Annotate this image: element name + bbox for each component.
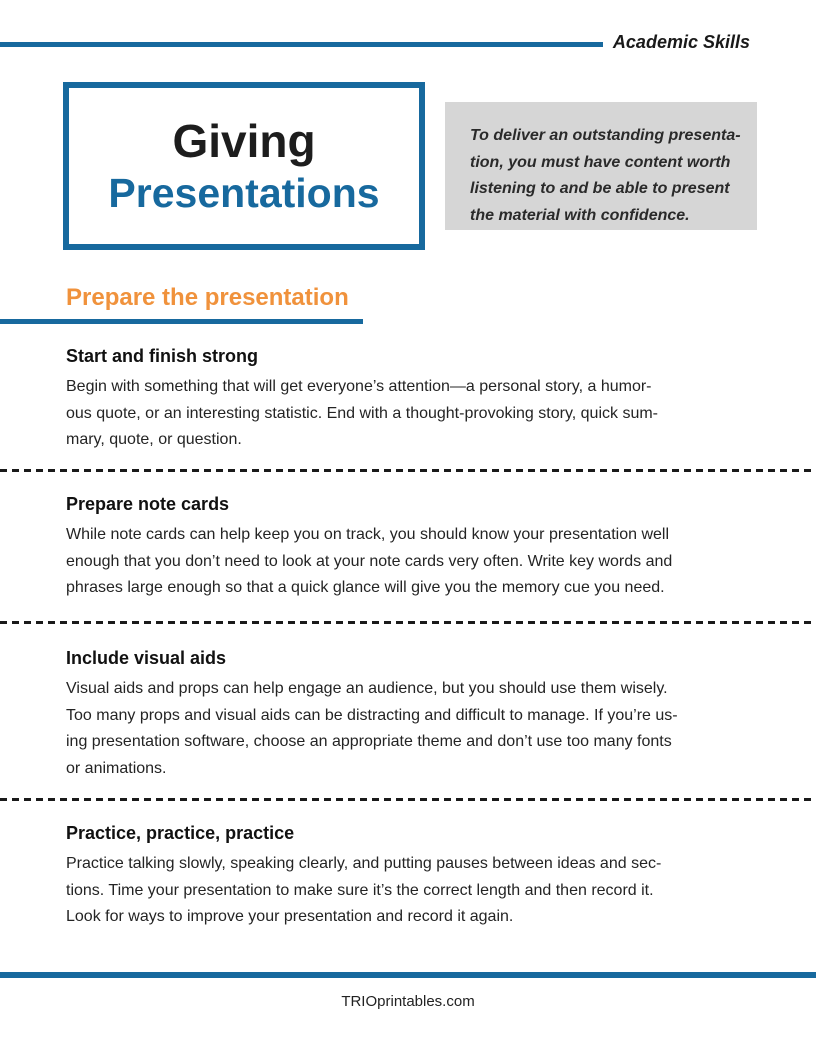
body-line: While note cards can help keep you on track, you should know your presentation well: [66, 526, 670, 543]
title-card: [63, 82, 425, 250]
body-line: Look for ways to improve your presentation and record it again.: [66, 908, 514, 925]
body-line: tions. Time your presentation to make sure it’s the correct length and then record it.: [66, 881, 654, 899]
section-start-and-finish-strong: [66, 346, 766, 454]
intro-callout: [445, 102, 757, 230]
body-line: Visual aids and props can help engage an audience, but you should use them wisely.: [66, 680, 668, 697]
page-title-line1: Giving: [172, 115, 316, 168]
section-prepare-note-cards: [66, 494, 766, 602]
body-line: enough that you don’t need to look at your note cards very often. Write key words and: [66, 552, 673, 570]
brand-label: Academic Skills: [612, 32, 750, 52]
section-title-rule: [0, 319, 363, 324]
section-include-visual-aids: [66, 648, 766, 782]
section-practice-practice-practice: [66, 823, 766, 931]
body-line: Begin with something that will get everyone’s attention—a personal story, a humor-: [66, 378, 652, 395]
body-line: Practice talking slowly, speaking clearly, and putting pauses between ideas and sec-: [66, 855, 662, 872]
body-line: ous quote, or an interesting statistic. End with a thought-provoking story, quick sum-: [66, 404, 658, 422]
intro-line: To deliver an outstanding presenta-: [470, 127, 741, 144]
footer-site-label: TRIOprintables.com: [341, 993, 475, 1010]
dashed-divider: [0, 469, 816, 472]
body-line: phrases large enough so that a quick glance will give you the memory cue you need.: [66, 579, 665, 596]
body-line: or animations.: [66, 759, 167, 777]
section-heading: Prepare note cards: [66, 494, 230, 514]
section-heading: Start and finish strong: [66, 346, 259, 366]
section-heading: Include visual aids: [66, 648, 227, 668]
section-group-title: Prepare the presentation: [66, 284, 349, 311]
body-line: mary, quote, or question.: [66, 431, 242, 448]
body-line: Too many props and visual aids can be distracting and difficult to manage. If you’re us-: [66, 706, 678, 724]
dashed-divider: [0, 621, 816, 624]
intro-line: listening to and be able to present: [470, 180, 730, 197]
intro-line: tion, you must have content worth: [470, 153, 731, 171]
header-rule: [0, 42, 603, 47]
page-title-line2: Presentations: [108, 169, 380, 216]
dashed-divider: [0, 798, 816, 801]
section-heading: Practice, practice, practice: [66, 823, 295, 843]
intro-line: the material with confidence.: [470, 206, 690, 224]
footer-rule: [0, 972, 816, 978]
body-line: ing presentation software, choose an appropriate theme and don’t use too many fonts: [66, 733, 672, 750]
